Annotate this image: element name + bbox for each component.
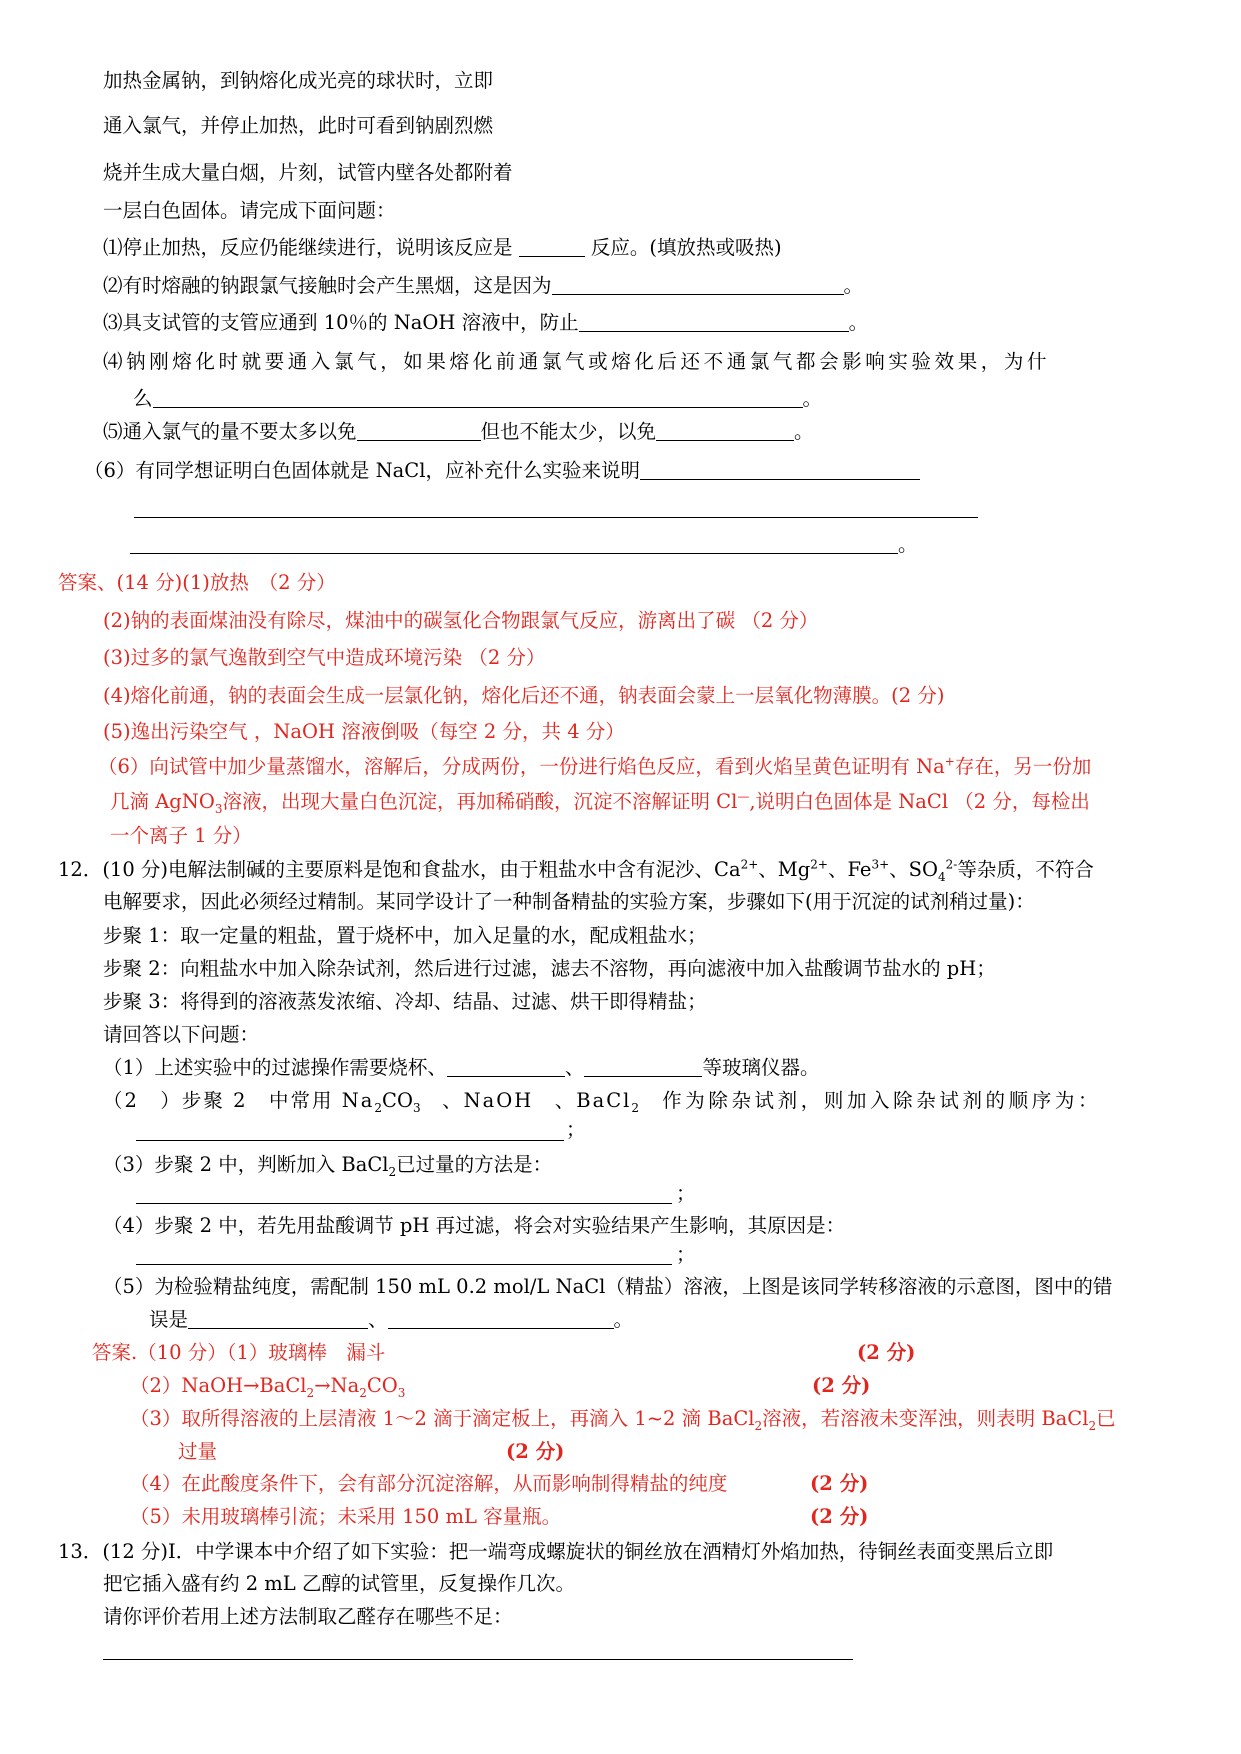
ans11-line-8: 一个离子 1 分）: [110, 824, 252, 847]
q12-semicolon: ；: [566, 1118, 586, 1141]
answer-blank[interactable]: [447, 1056, 565, 1077]
q12-line-1: 12．(10 分)电解法制碱的主要原料是饱和食盐水，由于粗盐水中含有泥沙、$Ca^{2+}$、$Mg^{2+}$、$Fe^{3+}$、$SO_4^{2-}$等杂质，不符合: [58, 857, 1094, 884]
ans12-line-3: （3）取所得溶液的上层清液 1～2 滴于滴定板上，再滴入 1~2 滴 BaCl$_2$溶液，若溶液未变浑浊，则表明 BaCl$_2$已: [130, 1407, 1116, 1433]
q13-line-2: 把它插入盛有约 2 mL 乙醇的试管里，反复操作几次。: [103, 1572, 575, 1595]
q11-part-5: ⑸通入氯气的量不要太多以免 但也不能太少，以免 。: [103, 420, 814, 443]
q12-part-2: （2 ）步聚 2 中常用 $Na_2CO_3$ 、NaOH 、BaCl$_2$ 作为除杂试剂，则加入除杂试剂的顺序为：: [103, 1089, 1102, 1115]
answer-blank[interactable]: [640, 459, 920, 480]
answer-line[interactable]: [134, 517, 978, 518]
q12-ask: 请回答以下问题：: [103, 1023, 260, 1046]
answer-blank[interactable]: [519, 236, 585, 257]
intro-line-4: 一层白色固体。请完成下面问题：: [103, 199, 396, 222]
answer-blank[interactable]: [357, 420, 481, 441]
ans12-line-2: $(2)NaOH\to BaCl_2\to Na_2CO_3$: [130, 1374, 406, 1400]
answer-blank[interactable]: [552, 274, 844, 295]
ans11-line-4: (4)熔化前通，钠的表面会生成一层氯化钠，熔化后还不通，钠表面会蒙上一层氧化物薄膜。(2 分): [103, 684, 945, 707]
q12-line-2: 电解要求，因此必须经过精制。某同学设计了一种制备精盐的实验方案，步骤如下(用于沉淀的试剂稍过量)：: [103, 890, 1035, 913]
ans12-line-1: 答案.（10 分）（1）玻璃棒 漏斗: [92, 1341, 386, 1364]
answer-blank[interactable]: [153, 387, 803, 408]
ans12-points: (2 分): [810, 1505, 869, 1528]
answer-line[interactable]: [136, 1140, 564, 1141]
answer-line[interactable]: [103, 1659, 853, 1660]
intro-line-2: 通入氯气，并停止加热，此时可看到钠剧烈燃: [103, 114, 494, 137]
ans12-line-4: 过量: [178, 1440, 218, 1463]
q12-part-5-cont: 误是 、 。: [149, 1308, 634, 1331]
q11-period: 。: [898, 533, 918, 556]
answer-blank[interactable]: [584, 1056, 702, 1077]
q12-part-3: （3）步聚 2 中，判断加入 BaCl$_2$已过量的方法是：: [103, 1153, 553, 1179]
q13-line-1: 13．(12 分)Ⅰ．中学课本中介绍了如下实验：把一端弯成螺旋状的铜丝放在酒精灯外焰加热，待铜丝表面变黑后立即: [58, 1540, 1054, 1563]
answer-line[interactable]: [136, 1264, 672, 1265]
ans12-points: (2 分): [506, 1440, 565, 1463]
q12-part-1: （1）上述实验中的过滤操作需要烧杯、 、 等玻璃仪器。: [103, 1056, 820, 1079]
ans12-line-5: （4）在此酸度条件下，会有部分沉淀溶解，从而影响制得精盐的纯度: [130, 1472, 728, 1495]
q12-part-4: （4）步聚 2 中，若先用盐酸调节 pH 再过滤，将会对实验结果产生影响，其原因是：: [103, 1214, 846, 1237]
ans12-points: (2 分): [812, 1374, 871, 1397]
ans11-line-3: (3)过多的氯气逸散到空气中造成环境污染 （2 分）: [103, 646, 546, 669]
answer-blank[interactable]: [188, 1308, 368, 1329]
q11-part-4-cont: 么 。: [133, 387, 823, 410]
ans12-points: (2 分): [857, 1341, 916, 1364]
answer-line[interactable]: [130, 553, 898, 554]
ans11-line-6: （6）向试管中加少量蒸馏水，溶解后，分成两份，一份进行焰色反应，看到火焰呈黄色证明有 Na+存在，另一份加: [98, 754, 1092, 778]
q11-part-1: ⑴停止加热，反应仍能继续进行，说明该反应是 反应。(填放热或吸热): [103, 236, 782, 259]
q11-part-3: ⑶具支试管的支管应通到 10％的 NaOH 溶液中，防止 。: [103, 311, 869, 334]
ans12-line-6: （5）未用玻璃棒引流；未采用 150 mL 容量瓶。: [130, 1505, 562, 1528]
ans12-points: (2 分): [810, 1472, 869, 1495]
q12-step-1: 步聚 1：取一定量的粗盐，置于烧杯中，加入足量的水，配成粗盐水；: [103, 924, 707, 947]
q12-step-2: 步聚 2：向粗盐水中加入除杂试剂，然后进行过滤，滤去不溶物，再向滤液中加入盐酸调节盐水的 pH；: [103, 957, 996, 980]
answer-line[interactable]: [136, 1203, 672, 1204]
q12-semicolon: ；: [676, 1182, 696, 1205]
ans11-line-5: (5)逸出污染空气 ，NaOH 溶液倒吸（每空 2 分，共 4 分）: [103, 720, 625, 743]
ans11-line-2: (2)钠的表面煤油没有除尽，煤油中的碳氢化合物跟氯气反应，游离出了碳 （2 分）: [103, 609, 819, 632]
q11-part-6: （6）有同学想证明白色固体就是 NaCl，应补充什么实验来说明: [84, 458, 920, 484]
q12-part-5: （5）为检验精盐纯度，需配制 150 mL 0.2 mol/L NaCl（精盐）溶液，上图是该同学转移溶液的示意图，图中的错: [103, 1275, 1113, 1298]
q11-part-2: ⑵有时熔融的钠跟氯气接触时会产生黑烟，这是因为 。: [103, 274, 864, 297]
q12-step-3: 步聚 3：将得到的溶液蒸发浓缩、冷却、结晶、过滤、烘干即得精盐；: [103, 990, 707, 1013]
q13-line-3: 请你评价若用上述方法制取乙醛存在哪些不足：: [103, 1605, 513, 1628]
intro-line-3: 烧并生成大量白烟，片刻，试管内壁各处都附着: [103, 161, 513, 184]
q11-part-4: ⑷钠刚熔化时就要通入氯气，如果熔化前通氯气或熔化后还不通氯气都会影响实验效果，为什: [103, 350, 1051, 373]
answer-blank[interactable]: [656, 420, 794, 441]
q12-semicolon: ；: [676, 1243, 696, 1266]
ans11-line-1: 答案、(14 分)(1)放热 （2 分）: [58, 571, 336, 594]
answer-blank[interactable]: [388, 1308, 614, 1329]
intro-line-1: 加热金属钠，到钠熔化成光亮的球状时，立即: [103, 69, 494, 92]
answer-blank[interactable]: [579, 311, 849, 332]
ans11-line-7: 几滴 AgNO$_3$溶液，出现大量白色沉淀，再加稀硝酸，沉淀不溶解证明 Cl—,说明白色固体是 NaCl （2 分，每检出: [110, 789, 1090, 816]
